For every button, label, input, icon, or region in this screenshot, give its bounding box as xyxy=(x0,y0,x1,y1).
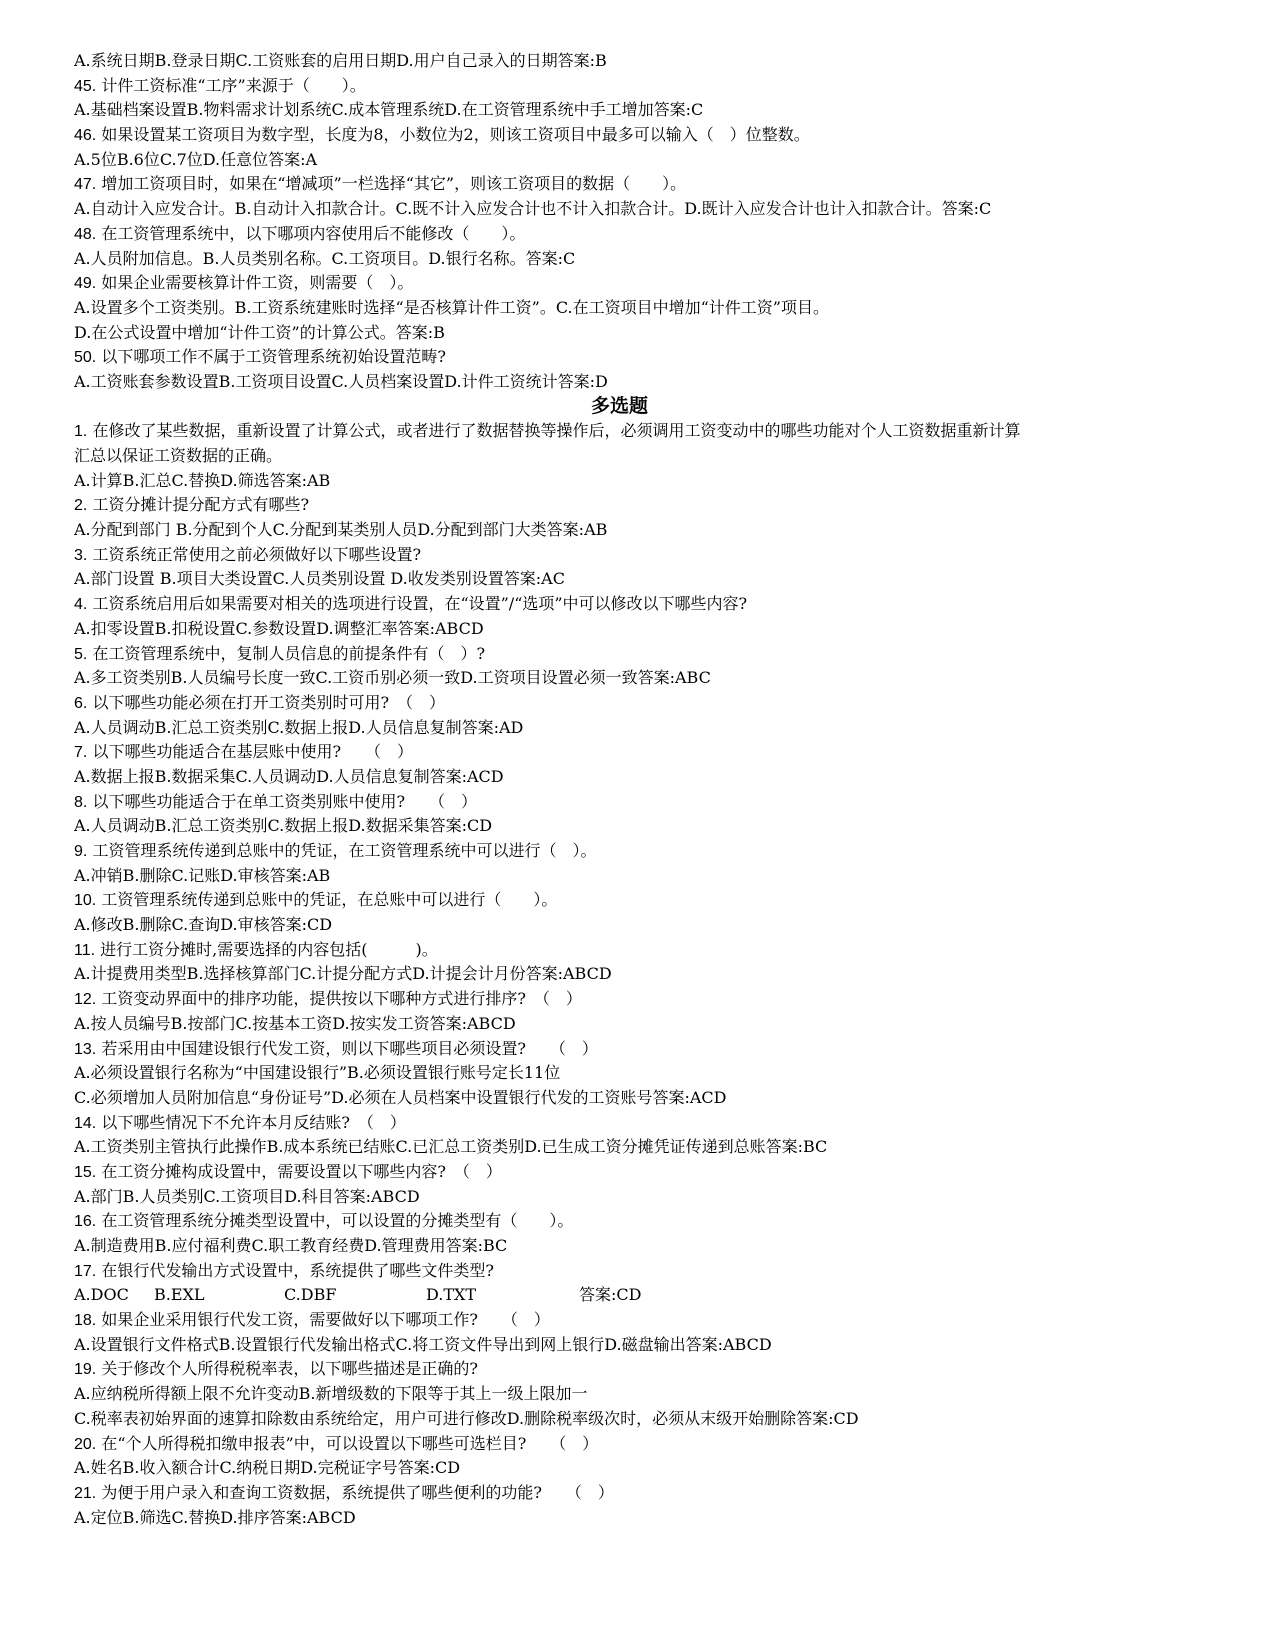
question-16: 16. 在工资管理系统分摊类型设置中，可以设置的分摊类型有（ ）。 xyxy=(74,1211,574,1231)
answer-line: A.多工资类别B.人员编号长度一致C.工资币别必须一致D.工资项目设置必须一致答案:ABC xyxy=(74,668,711,688)
answer-line: A.应纳税所得额上限不允许变动B.新增级数的下限等于其上一级上限加一 xyxy=(74,1384,588,1404)
question-13: 13. 若采用由中国建设银行代发工资，则以下哪些项目必须设置? （ ） xyxy=(74,1038,598,1058)
question-17: 17. 在银行代发输出方式设置中，系统提供了哪些文件类型? xyxy=(74,1260,494,1280)
option-c: C.DBF xyxy=(284,1285,337,1305)
answer-line: A.部门设置 B.项目大类设置C.人员类别设置 D.收发类别设置答案:AC xyxy=(74,569,565,589)
answer-line: A.必须设置银行名称为“中国建设银行”B.必须设置银行账号定长11位 xyxy=(74,1063,561,1083)
answer-line: A.部门B.人员类别C.工资项目D.科目答案:ABCD xyxy=(74,1186,420,1206)
question-11: 11. 进行工资分摊时,需要选择的内容包括( )。 xyxy=(74,939,438,959)
question-1: 1. 在修改了某些数据，重新设置了计算公式，或者进行了数据替换等操作后，必须调用工资变动中的哪些功能对个人工资数据重新计算 xyxy=(74,421,1021,441)
question-7: 7. 以下哪些功能适合在基层账中使用? （ ） xyxy=(74,742,414,762)
answer-line: A.冲销B.删除C.记账D.审核答案:AB xyxy=(74,865,331,885)
question-8: 8. 以下哪些功能适合于在单工资类别账中使用? （ ） xyxy=(74,791,478,811)
question-47: 47. 增加工资项目时，如果在“增减项”一栏选择“其它”，则该工资项目的数据（ ）。 xyxy=(74,174,687,194)
answer-line: A.系统日期B.登录日期C.工资账套的启用日期D.用户自己录入的日期答案:B xyxy=(74,51,607,70)
question-21: 21. 为便于用户录入和查询工资数据，系统提供了哪些便利的功能? （ ） xyxy=(74,1482,614,1502)
question-6: 6. 以下哪些功能必须在打开工资类别时可用? （ ） xyxy=(74,692,446,712)
answer-line: A.定位B.筛选C.替换D.排序答案:ABCD xyxy=(74,1507,356,1527)
answer-line: A.工资账套参数设置B.工资项目设置C.人员档案设置D.计件工资统计答案:D xyxy=(74,371,608,391)
question-5: 5. 在工资管理系统中，复制人员信息的前提条件有（ ）? xyxy=(74,643,486,663)
question-3: 3. 工资系统正常使用之前必须做好以下哪些设置? xyxy=(74,544,422,564)
question-9: 9. 工资管理系统传递到总账中的凭证，在工资管理系统中可以进行（ ）。 xyxy=(74,841,597,860)
question-46: 46. 如果设置某工资项目为数字型，长度为8，小数位为2，则该工资项目中最多可以输入（ ）位整数。 xyxy=(74,125,810,145)
answer-line: A.5位B.6位C.7位D.任意位答案:A xyxy=(74,149,318,169)
question-10: 10. 工资管理系统传递到总账中的凭证，在总账中可以进行（ ）。 xyxy=(74,890,558,910)
answer-line: A.扣零设置B.扣税设置C.参数设置D.调整汇率答案:ABCD xyxy=(74,618,484,638)
question-49: 49. 如果企业需要核算计件工资，则需要（ ）。 xyxy=(74,273,414,293)
answer-line: C.税率表初始界面的速算扣除数由系统给定，用户可进行修改D.删除税率级次时，必须从末级开始删除答案:CD xyxy=(74,1408,859,1428)
answer-line: A.计提费用类型B.选择核算部门C.计提分配方式D.计提会计月份答案:ABCD xyxy=(74,964,612,984)
answer: 答案:CD xyxy=(579,1285,642,1305)
question-2: 2. 工资分摊计提分配方式有哪些? xyxy=(74,495,310,515)
answer-line: A.姓名B.收入额合计C.纳税日期D.完税证字号答案:CD xyxy=(74,1458,461,1478)
question-50: 50. 以下哪项工作不属于工资管理系统初始设置范畴? xyxy=(74,347,446,367)
answer-line: A.按人员编号B.按部门C.按基本工资D.按实发工资答案:ABCD xyxy=(74,1013,516,1033)
answer-line: A.人员调动B.汇总工资类别C.数据上报D.数据采集答案:CD xyxy=(74,816,493,836)
question-20: 20. 在“个人所得税扣缴申报表”中，可以设置以下哪些可选栏目? （ ） xyxy=(74,1433,599,1453)
answer-line: A.制造费用B.应付福利费C.职工教育经费D.管理费用答案:BC xyxy=(74,1236,508,1255)
answer-line: A.设置银行文件格式B.设置银行代发输出格式C.将工资文件导出到网上银行D.磁盘输出答案:ABCD xyxy=(74,1334,772,1354)
question-1-continued: 汇总以保证工资数据的正确。 xyxy=(74,446,283,465)
question-45: 45. 计件工资标准“工序”来源于（ ）。 xyxy=(74,75,366,95)
answer-line: D.在公式设置中增加“计件工资”的计算公式。答案:B xyxy=(74,322,445,342)
answer-line: A.工资类别主管执行此操作B.成本系统已结账C.已汇总工资类别D.已生成工资分摊凭证传递到总账答案:BC xyxy=(74,1137,828,1157)
answer-line: A.人员附加信息。B.人员类别名称。C.工资项目。D.银行名称。答案:C xyxy=(74,248,576,268)
answer-line: C.必须增加人员附加信息“身份证号”D.必须在人员档案中设置银行代发的工资账号答案:ACD xyxy=(74,1087,727,1107)
option-a: A.DOC xyxy=(74,1285,129,1305)
answer-line: A.计算B.汇总C.替换D.筛选答案:AB xyxy=(74,470,331,490)
question-14: 14. 以下哪些情况下不允许本月反结账? （ ） xyxy=(74,1112,406,1132)
question-19: 19. 关于修改个人所得税税率表，以下哪些描述是正确的? xyxy=(74,1359,478,1379)
answer-line: A.人员调动B.汇总工资类别C.数据上报D.人员信息复制答案:AD xyxy=(74,717,524,737)
answer-line-q17 xyxy=(74,1283,1215,1308)
answer-line: A.设置多个工资类别。B.工资系统建账时选择“是否核算计件工资”。C.在工资项目中增加“计件工资”项目。 xyxy=(74,297,829,317)
answer-line: A.自动计入应发合计。B.自动计入扣款合计。C.既不计入应发合计也不计入扣款合计。D.既计入应发合计也计入扣款合计。答案:C xyxy=(74,199,992,219)
option-b: B.EXL xyxy=(154,1285,205,1305)
section-heading: 多选题 xyxy=(590,395,648,417)
answer-line: A.数据上报B.数据采集C.人员调动D.人员信息复制答案:ACD xyxy=(74,766,504,786)
answer-line: A.修改B.删除C.查询D.审核答案:CD xyxy=(74,915,333,935)
question-15: 15. 在工资分摊构成设置中，需要设置以下哪些内容? （ ） xyxy=(74,1161,502,1181)
answer-line: A.基础档案设置B.物料需求计划系统C.成本管理系统D.在工资管理系统中手工增加答案:C xyxy=(74,100,704,120)
option-d: D.TXT xyxy=(426,1285,477,1305)
question-48: 48. 在工资管理系统中，以下哪项内容使用后不能修改（ ）。 xyxy=(74,223,526,243)
question-4: 4. 工资系统启用后如果需要对相关的选项进行设置，在“设置”/“选项”中可以修改以下哪些内容? xyxy=(74,594,748,614)
answer-line: A.分配到部门 B.分配到个人C.分配到某类别人员D.分配到部门大类答案:AB xyxy=(74,520,608,540)
question-12: 12. 工资变动界面中的排序功能，提供按以下哪种方式进行排序? （ ） xyxy=(74,989,582,1009)
question-18: 18. 如果企业采用银行代发工资，需要做好以下哪项工作? （ ） xyxy=(74,1310,550,1330)
